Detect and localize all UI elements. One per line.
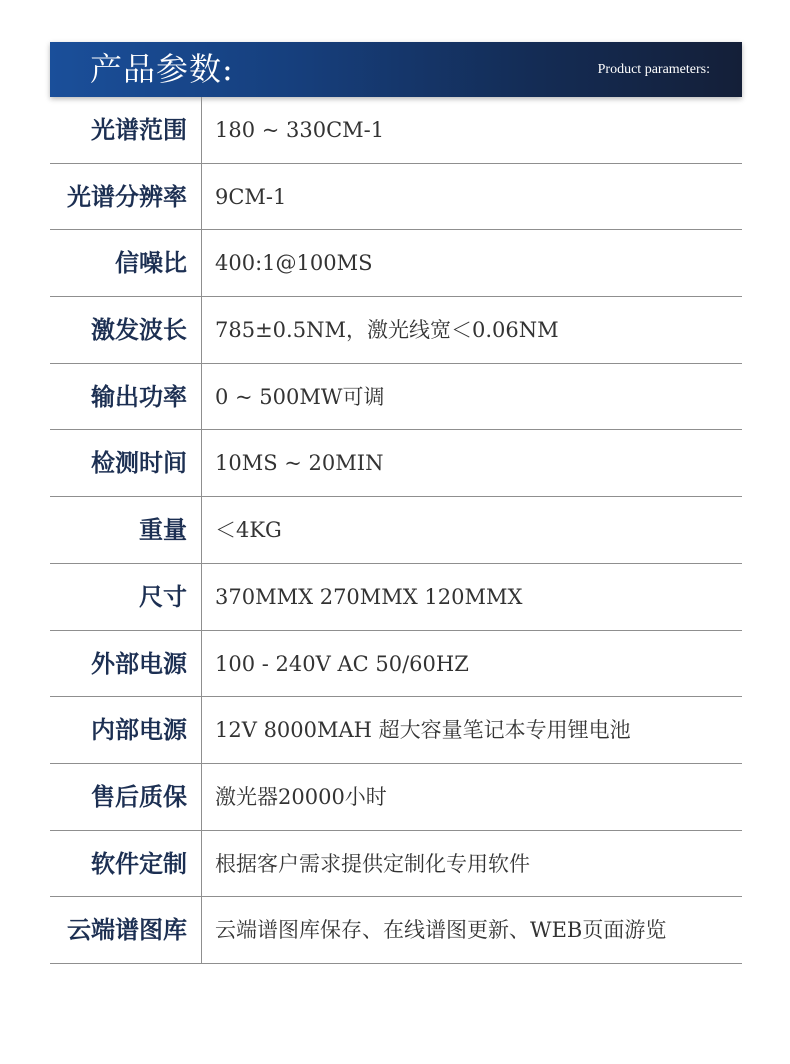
param-row-detection-time	[50, 430, 742, 497]
param-value: 激光器20000小时	[215, 784, 387, 809]
param-row-snr	[50, 230, 742, 297]
param-row-excitation-wavelength	[50, 297, 742, 364]
section-header	[50, 42, 742, 97]
param-label: 软件定制	[91, 848, 187, 878]
param-label: 重量	[139, 515, 187, 545]
param-value: 785±0.5NM，激光线宽＜0.06NM	[215, 318, 559, 343]
column-divider	[201, 297, 202, 363]
param-label: 尺寸	[139, 581, 187, 611]
param-label: 外部电源	[91, 648, 187, 678]
param-row-spectral-range	[50, 97, 742, 164]
param-value: 9CM-1	[215, 184, 287, 209]
column-divider	[201, 831, 202, 897]
param-row-external-power	[50, 631, 742, 698]
param-row-internal-power	[50, 697, 742, 764]
parameters-table	[50, 97, 742, 964]
param-label: 光谱范围	[91, 115, 187, 144]
param-row-warranty	[50, 764, 742, 831]
param-row-cloud-library	[50, 897, 742, 964]
section-subtitle: Product parameters:	[597, 62, 710, 77]
param-value: 370MMX 270MMX 120MMX	[215, 584, 523, 609]
column-divider	[201, 430, 202, 496]
column-divider	[201, 697, 202, 763]
param-label: 光谱分辨率	[67, 181, 187, 211]
param-value: 云端谱图库保存、在线谱图更新、WEB页面游览	[215, 918, 667, 943]
param-value: 0 ~ 500MW可调	[215, 384, 385, 409]
param-row-dimensions	[50, 564, 742, 631]
param-label: 信噪比	[115, 248, 187, 278]
column-divider	[201, 364, 202, 430]
param-label: 激发波长	[91, 315, 187, 345]
param-value: 400:1@100MS	[215, 251, 373, 276]
param-value: 12V 8000MAH 超大容量笔记本专用锂电池	[215, 718, 631, 743]
column-divider	[201, 230, 202, 296]
param-value: 根据客户需求提供定制化专用软件	[215, 851, 530, 876]
param-label: 云端谱图库	[67, 915, 187, 945]
column-divider	[201, 631, 202, 697]
column-divider	[201, 164, 202, 230]
param-value: 10MS ~ 20MIN	[215, 451, 384, 476]
param-label: 输出功率	[91, 381, 187, 411]
param-label: 检测时间	[91, 448, 187, 478]
param-row-spectral-resolution	[50, 164, 742, 231]
section-title: 产品参数:	[90, 50, 234, 88]
param-row-output-power	[50, 364, 742, 431]
column-divider	[201, 564, 202, 630]
param-row-weight	[50, 497, 742, 564]
column-divider	[201, 764, 202, 830]
column-divider	[201, 897, 202, 963]
column-divider	[201, 497, 202, 563]
param-label: 内部电源	[91, 715, 187, 745]
param-row-software-customization	[50, 831, 742, 898]
param-value: 180 ~ 330CM-1	[215, 118, 385, 142]
param-value: ＜4KG	[215, 518, 282, 543]
column-divider	[201, 97, 202, 163]
param-label: 售后质保	[91, 781, 187, 811]
param-value: 100 - 240V AC 50/60HZ	[215, 651, 469, 676]
